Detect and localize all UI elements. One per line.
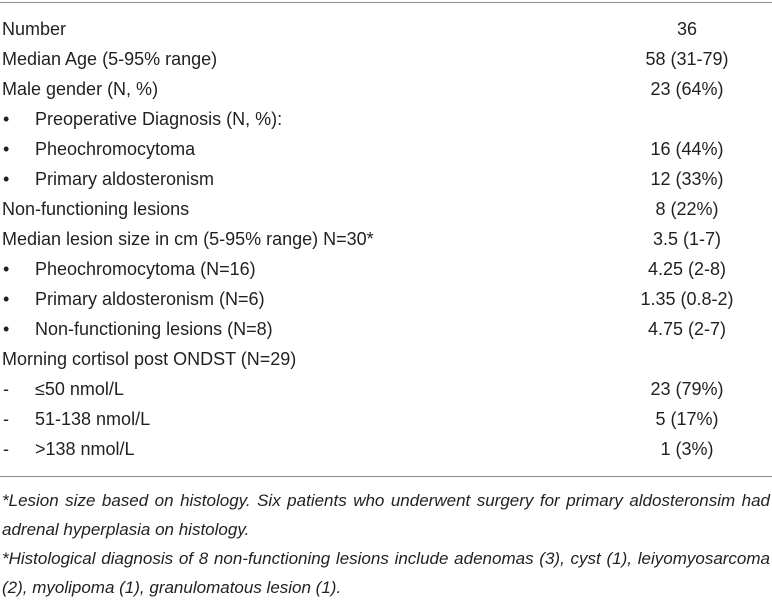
table-row [0,284,772,314]
footnotes [2,486,770,602]
footnote: *Histological diagnosis of 8 non-functioning lesions include adenomas (3), cyst (1), leiyomyosarcoma (2), myolipoma (1), granulomatous lesion (1). [2,549,770,597]
row-value: 12 (33%) [650,169,724,189]
row-value: 1.35 (0.8-2) [640,289,734,309]
row-value: 5 (17%) [655,409,719,429]
table-row [0,104,772,134]
bullet-marker: • [3,109,10,129]
top-rule [0,2,772,3]
table-row [0,254,772,284]
row-value: 1 (3%) [660,439,714,459]
bullet-marker: • [3,169,10,189]
dash-marker: - [3,409,9,429]
row-label: 51-138 nmol/L [35,409,151,429]
row-label: Median lesion size in cm (5-95% range) N=30* [2,229,374,249]
row-label: Non-functioning lesions [2,199,190,219]
row-label: Median Age (5-95% range) [2,49,218,69]
row-value: 23 (64%) [650,79,724,99]
row-label: >138 nmol/L [35,439,135,459]
row-label: Male gender (N, %) [2,79,159,99]
row-value: 36 [676,19,698,39]
table-row [0,194,772,224]
row-value: 3.5 (1-7) [652,229,722,249]
row-label: Pheochromocytoma [35,139,196,159]
characteristics-table [0,14,772,464]
row-label: Number [2,19,67,39]
table-row [0,44,772,74]
table-row [0,344,772,374]
table-row [0,134,772,164]
table-row [0,164,772,194]
bullet-marker: • [3,319,10,339]
row-value: 16 (44%) [650,139,724,159]
table-row [0,374,772,404]
table-row [0,404,772,434]
dash-marker: - [3,379,9,399]
table-row [0,314,772,344]
table-row [0,14,772,44]
footnote: *Lesion size based on histology. Six patients who underwent surgery for primary aldosteronsim had adrenal hyperplasia on histology. [2,491,770,539]
row-label: Morning cortisol post ONDST (N=29) [2,349,297,369]
row-value: 23 (79%) [650,379,724,399]
dash-marker: - [3,439,9,459]
row-value: 4.25 (2-8) [647,259,727,279]
row-label: Primary aldosteronism [35,169,215,189]
row-label: ≤50 nmol/L [35,379,124,399]
table-row [0,74,772,104]
row-label: Pheochromocytoma (N=16) [35,259,256,279]
row-value: 8 (22%) [655,199,719,219]
row-label: Primary aldosteronism (N=6) [35,289,265,309]
bullet-marker: • [3,139,10,159]
bullet-marker: • [3,289,10,309]
row-label: Preoperative Diagnosis (N, %): [35,109,283,129]
row-value: 58 (31-79) [645,49,729,69]
row-label: Non-functioning lesions (N=8) [35,319,273,339]
bullet-marker: • [3,259,10,279]
table-row [0,434,772,464]
bottom-rule [0,476,772,477]
row-value: 4.75 (2-7) [647,319,727,339]
table-row [0,224,772,254]
